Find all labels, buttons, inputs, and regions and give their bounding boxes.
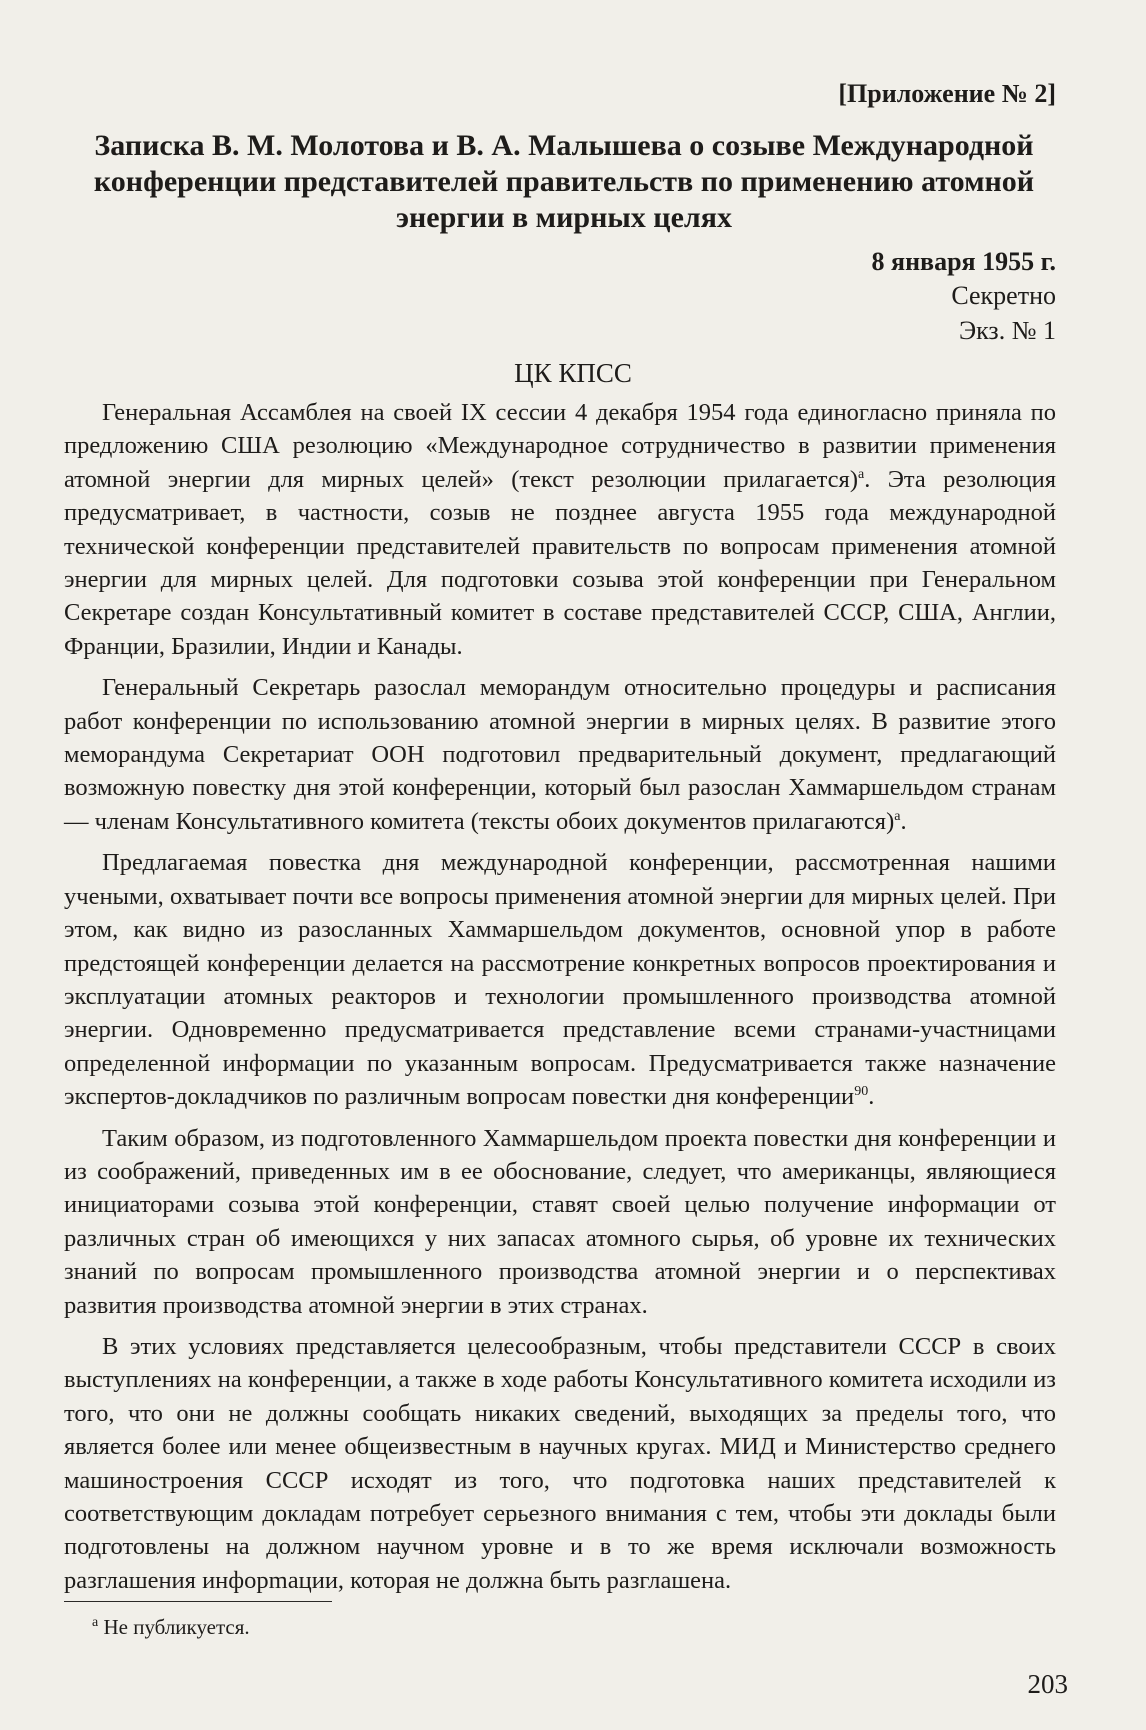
- paragraph-4: Таким образом, из подготовленного Хаммаршельдом проекта повестки дня конференции и из соображений, приведенных им в ее обоснование, следует, что американцы, являющиеся инициаторами созыва этой конференции, ставят своей целью получение информации от различных стран об имеющихся у них запасах атомного сырья, об уровне их технических знаний по вопросам промышленного производства атомной энергии и о перспективах развития производства атомной энергии в этих странах.: [64, 1124, 1056, 1319]
- footnote-divider: [64, 1601, 332, 1602]
- footnote-text: Не публикуется.: [98, 1615, 250, 1639]
- endnote-ref: 90: [854, 1083, 869, 1099]
- document-title: Записка В. М. Молотова и В. А. Малышева о созыве Международной конференции представителей правительств по применению атомной энергии в мирных целях: [93, 129, 1035, 234]
- addressee: ЦК КПСС: [514, 358, 632, 388]
- footnote-ref: а: [894, 808, 901, 824]
- footnote-ref: а: [858, 466, 865, 482]
- footnote-marker: а: [92, 1615, 99, 1630]
- paragraph-2: Генеральный Секретарь разослал меморандум относительно процедуры и расписания работ конференции по использованию атомной энергии в мирных целях. В развитие этого меморандума Секретариат ООН подготовил предварительный документ, предлагающий возможную повестку дня этой конференции, который был разослан Хаммаршельдом странам — членам Консультативного комитета (тексты обоих документов прилагаются)$^а$.: [64, 674, 1056, 835]
- paragraph-5: В этих условиях представляется целесообразным, чтобы представители СССР в своих выступлениях на конференции, а также в ходе работы Консультативного комитета исходили из того, что они не должны сообщать никаких сведений, выходящих за пределы того, что является более или менее общеизвестным в научных кругах. МИД и Министерство среднего машиностроения СССР исходят из того, что подготовка наших представителей к соответствующим докладам потребует серьезного внимания с тем, чтобы эти доклады были подготовлены на должном научном уровне и в то же время исключали возможность разглашения инфорmации, которая не должна быть разглашена.: [64, 1332, 1056, 1594]
- copy-number: Экз. № 1: [958, 316, 1056, 345]
- footnote: [92, 1614, 250, 1640]
- paragraph-3: Предлагаемая повестка дня международной конференции, рассмотренная нашими учеными, охватывает почти все вопросы применения атомной энергии для мирных целей. При этом, как видно из разосланных Хаммаршельдом документов, основной упор в работе предстоящей конференции делается на рассмотрение конкретных вопросов проектирования и эксплуатации атомных реакторов и технологии промышленного производства атомной энергии. Одновременно предусматривается представление всеми странами-участницами определенной информации по указанным вопросам. Предусматривается также назначение экспертов-докладчиков по различным вопросам повестки дня конференции$^{90}$.: [64, 849, 1056, 1111]
- paragraph-1: Генеральная Ассамблея на своей IX сессии 4 декабря 1954 года единогласно приняла по предложению США резолюцию «Международное сотрудничество в развитии применения атомной энергии для мирных целей» (текст резолюции прилагается)$^а$. Эта резолюция предусматривает, в частности, созыв не позднее августа 1955 года международной технической конференции представителей правительств по вопросам применения атомной энергии для мирных целей. Для подготовки созыва этой конференции при Генеральном Секретаре создан Консультативный комитет в составе представителей СССР, США, Англии, Франции, Бразилии, Индии и Канады.: [64, 399, 1057, 660]
- classification-mark: Секретно: [951, 281, 1056, 310]
- document-date: 8 января 1955 г.: [871, 247, 1056, 276]
- document-body: [64, 396, 1056, 1605]
- appendix-label: [Приложение № 2]: [838, 79, 1056, 108]
- page-number: 203: [1027, 1669, 1068, 1699]
